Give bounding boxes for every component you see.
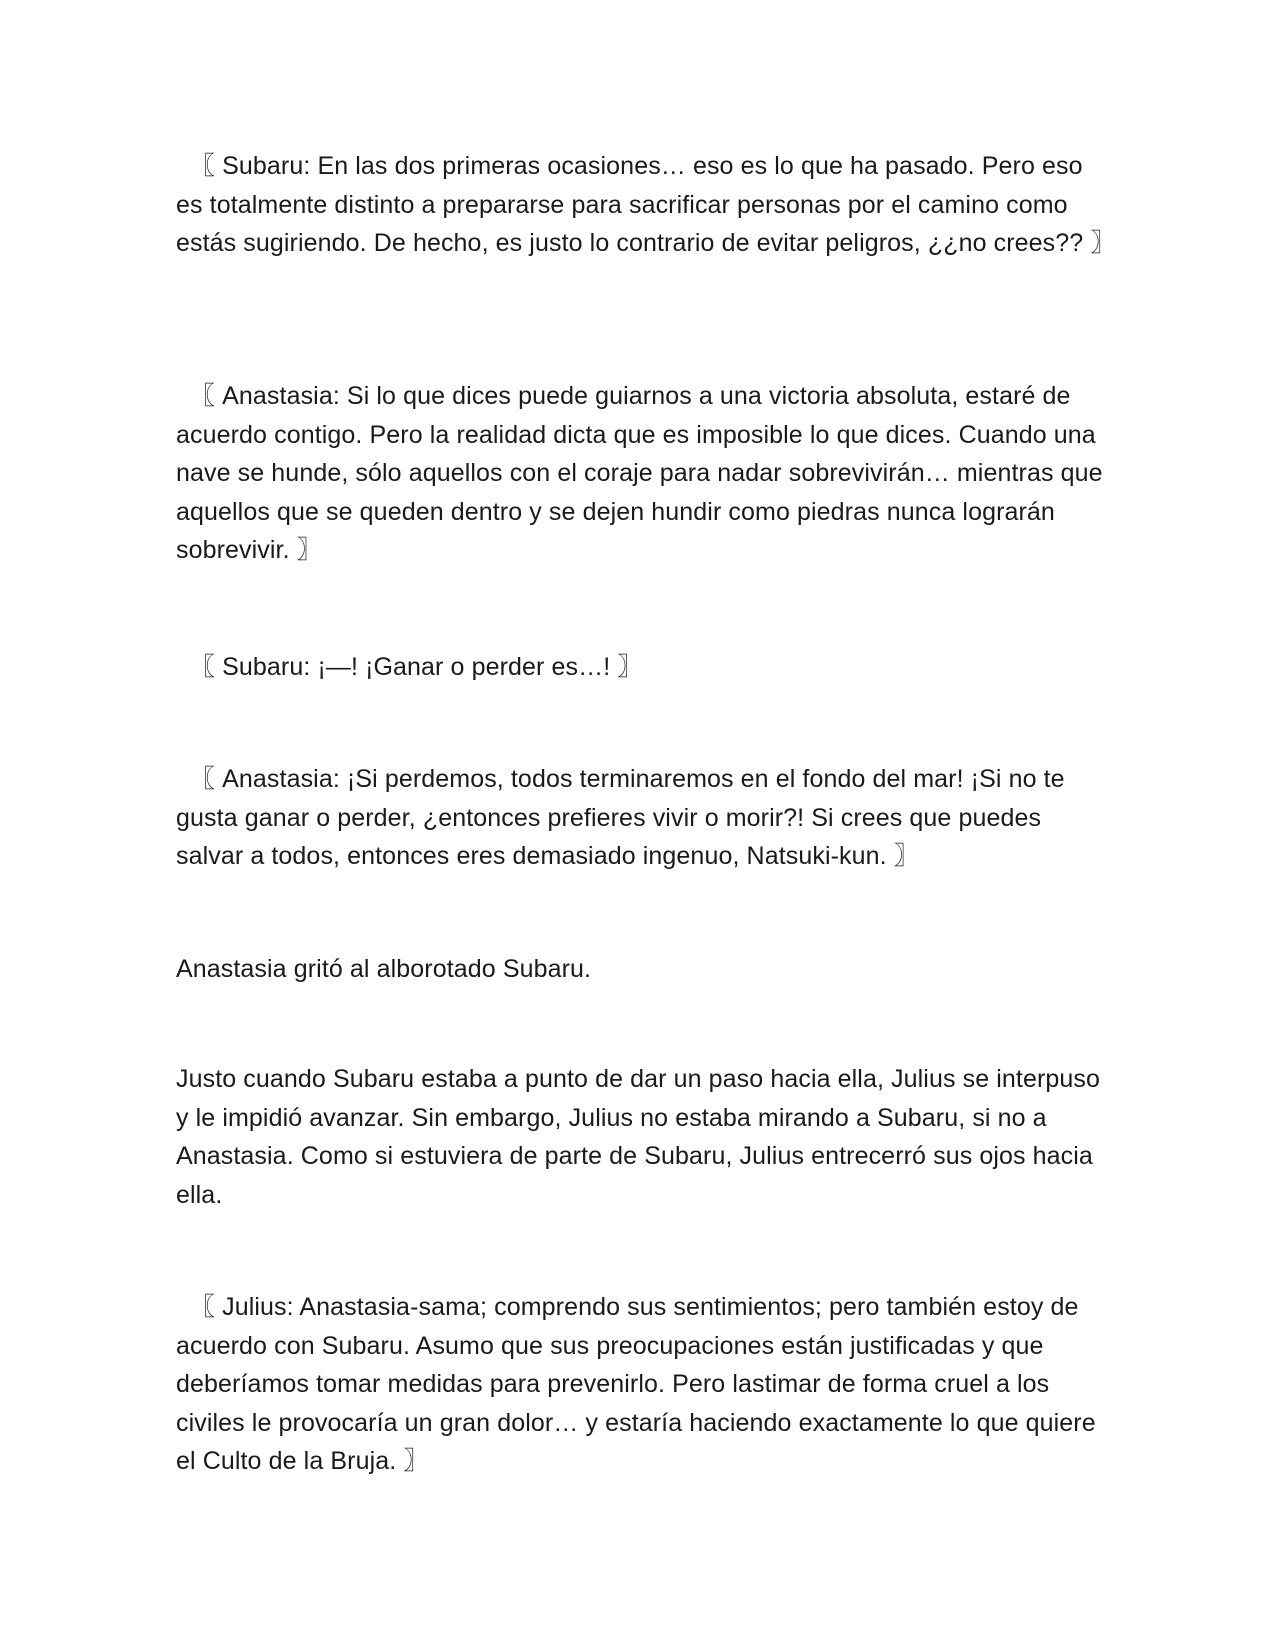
- narration-paragraph-1: Anastasia gritó al alborotado Subaru.: [176, 955, 592, 983]
- dialogue-paragraph-julius: 〖 Julius: Anastasia-sama; comprendo sus sentimientos; pero también estoy de acuerdo con Subaru. Asumo que sus preocupaciones están justificadas y que deberíamos tomar medidas para prevenirlo. Pero lastimar de forma cruel a los civiles le provocaría un gran dolor… y estaría haciendo exactamente lo que quiere el Culto de la Bruja. 〗: [176, 1293, 1096, 1476]
- dialogue-paragraph-anastasia-1: 〖 Anastasia: Si lo que dices puede guiarnos a una victoria absoluta, estaré de acuerdo contigo. Pero la realidad dicta que es imposible lo que dices. Cuando una nave se hunde, sólo aquellos con el coraje para nadar sobrevivirán… mientras que aquellos que se queden dentro y se dejen hundir como piedras nunca lograrán sobrevivir. 〗: [176, 382, 1103, 565]
- narration-paragraph-2: Justo cuando Subaru estaba a punto de dar un paso hacia ella, Julius se interpuso y le impidió avanzar. Sin embargo, Julius no estaba mirando a Subaru, si no a Anastasia. Como si estuviera de parte de Subaru, Julius entrecerró sus ojos hacia ella.: [176, 1065, 1101, 1209]
- dialogue-paragraph-subaru-1: 〖 Subaru: En las dos primeras ocasiones… eso es lo que ha pasado. Pero eso es totalmente distinto a prepararse para sacrificar personas por el camino como estás sugiriendo. De hecho, es justo lo contrario de evitar peligros, ¿¿no crees?? 〗: [176, 152, 1116, 258]
- dialogue-paragraph-subaru-2: 〖 Subaru: ¡—! ¡Ganar o perder es…! 〗: [190, 653, 643, 681]
- dialogue-paragraph-anastasia-2: 〖 Anastasia: ¡Si perdemos, todos terminaremos en el fondo del mar! ¡Si no te gusta ganar o perder, ¿entonces prefieres vivir o morir?! Si crees que puedes salvar a todos, entonces eres demasiado ingenuo, Natsuki-kun. 〗: [176, 765, 1065, 871]
